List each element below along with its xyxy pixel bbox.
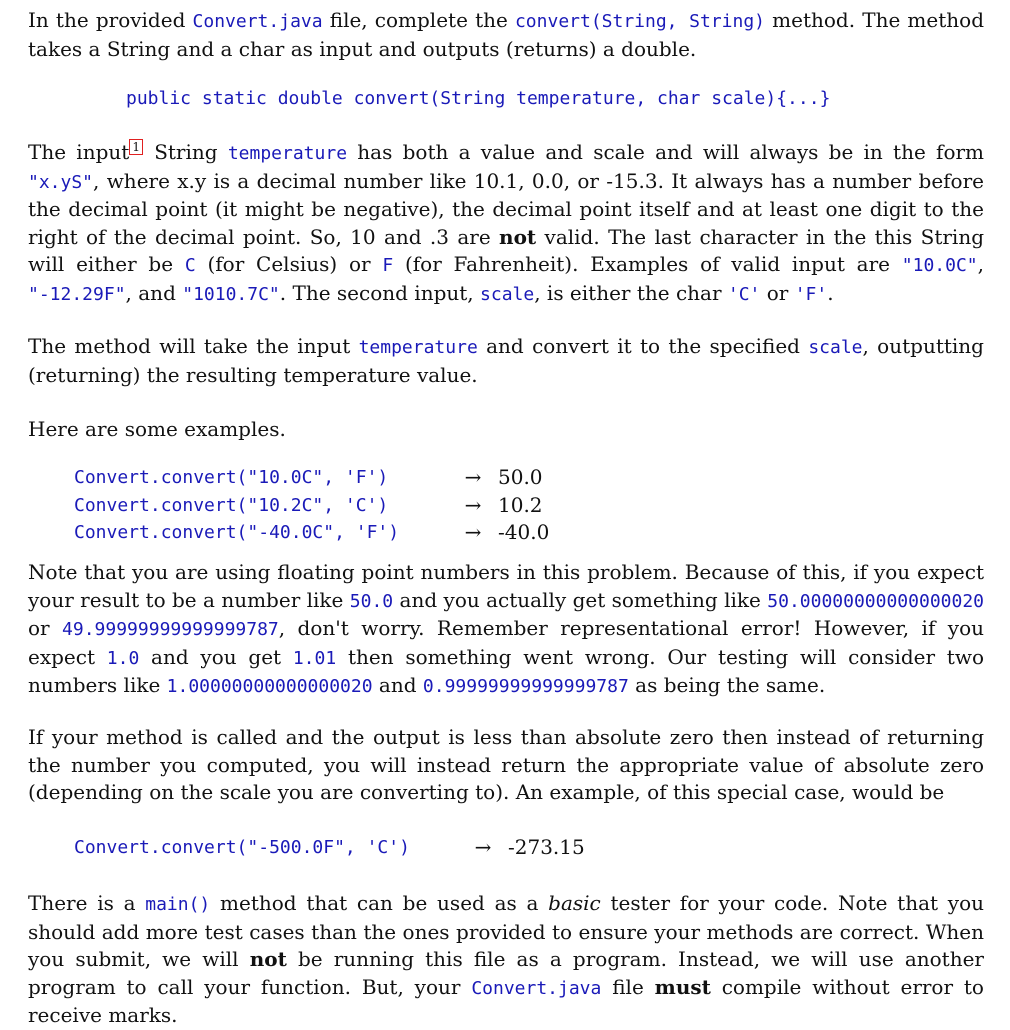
text: In the provided — [28, 8, 193, 32]
text: (for Fahrenheit). Examples of valid input are — [393, 252, 902, 276]
main-method-paragraph — [28, 890, 984, 1030]
bold-text: not — [499, 224, 537, 249]
example-row — [74, 464, 549, 492]
text: , outputting (returning) the resulting temperature value. — [28, 334, 984, 387]
italic-text: basic — [548, 891, 601, 915]
code-filename: Convert.java — [471, 977, 602, 999]
intro-paragraph — [28, 7, 984, 63]
text: . The second input, — [279, 280, 481, 305]
example-call: Convert.convert("10.2C", 'C') — [74, 494, 389, 516]
code-inline: 1.00000000000000020 — [166, 676, 373, 697]
code-inline: temperature — [227, 143, 348, 164]
code-inline: 50.0 — [349, 590, 394, 612]
text: Note that you are using floating point numbers in this problem. Because of this, if you expect your result to be a number like — [28, 560, 984, 612]
text: The input — [28, 140, 130, 164]
example-row — [74, 519, 549, 547]
text: or — [28, 616, 63, 640]
input-description-paragraph — [28, 139, 984, 308]
conversion-paragraph — [28, 333, 984, 389]
absolute-zero-paragraph: If your method is called and the output is less than absolute zero then instead of returning the number you computed, you will instead return the appropriate value of absolute zero (depending on the scale you are converting to). An example, of this special case, would be — [28, 725, 984, 804]
example-row — [74, 492, 549, 520]
examples-intro: Here are some examples. — [28, 417, 286, 441]
text: method. The method takes a String and a char as input and outputs (returns) a double. — [28, 8, 984, 61]
special-case-example — [74, 834, 585, 862]
text: , — [977, 252, 984, 276]
text: (for Celsius) or — [195, 252, 383, 276]
code-inline: 0.99999999999999787 — [422, 676, 629, 697]
text: . — [827, 280, 834, 305]
code-inline: 1.01 — [292, 647, 337, 669]
arrow-icon: → — [474, 835, 492, 859]
text: String — [143, 140, 228, 164]
code-inline: 'C' — [727, 283, 761, 305]
floating-point-paragraph — [28, 559, 984, 701]
example-output: 10.2 — [498, 492, 543, 517]
text: and convert it to the specified — [477, 334, 809, 358]
text: has both a value and scale and will always be in the form — [347, 140, 985, 164]
code-inline: 50.00000000000000020 — [767, 590, 985, 612]
code-inline: C — [184, 255, 196, 276]
text: , and — [125, 280, 183, 305]
text: valid. The last character in the this String will either be — [28, 224, 984, 276]
text: as being the same. — [628, 673, 826, 697]
text: The method will take the input — [28, 334, 359, 358]
footnote-marker[interactable]: 1 — [132, 140, 140, 155]
code-inline: scale — [808, 337, 863, 358]
text: and you actually get something like — [393, 587, 768, 612]
text: , is either the char — [534, 280, 728, 305]
code-inline: "-12.29F" — [28, 283, 126, 305]
arrow-icon: → — [464, 492, 482, 517]
text: and you get — [139, 644, 293, 669]
code-inline: F — [382, 255, 394, 276]
example-output: -40.0 — [498, 520, 550, 544]
arrow-icon: → — [464, 465, 482, 489]
code-inline: "10.0C" — [901, 255, 978, 276]
text: and — [372, 673, 423, 697]
bold-text: must — [654, 974, 711, 999]
text: be running this file as a program. Instead, we will use another program to call your function. But, your — [28, 947, 984, 999]
code-inline: 'F' — [794, 283, 828, 305]
text: , don't worry. Remember representational error! However, if you expect — [28, 616, 984, 669]
code-inline: temperature — [358, 337, 478, 358]
bold-text: not — [249, 947, 287, 971]
example-output: 50.0 — [498, 465, 543, 489]
examples-list — [74, 464, 549, 547]
example-call: Convert.convert("10.0C", 'F') — [74, 467, 389, 488]
text: file, complete the — [322, 8, 515, 32]
code-inline: scale — [480, 283, 535, 305]
text: tester for your code. Note that you should add more test cases than the ones provided to ensure your methods are correct. When you submit, we will — [28, 891, 985, 971]
code-inline: "1010.7C" — [182, 283, 280, 305]
text: file — [601, 974, 655, 999]
text: compile without error to receive marks. — [28, 974, 984, 1027]
code-inline: "x.yS" — [28, 171, 94, 193]
code-filename: Convert.java — [192, 11, 323, 32]
example-call: Convert.convert("-40.0C", 'F') — [74, 522, 400, 543]
code-method: convert(String, String) — [514, 11, 766, 32]
text: , where x.y is a decimal number like 10.1, 0.0, or -15.3. It always has a number before the decimal point (it might be negative), the decimal point itself and at least one digit to the right of the decimal point. So, 10 and .3 are — [28, 168, 984, 249]
text: or — [760, 280, 795, 305]
example-output: -273.15 — [508, 835, 585, 859]
text: There is a — [28, 891, 146, 915]
code-inline: 49.99999999999999787 — [62, 619, 279, 640]
code-inline: 1.0 — [106, 647, 140, 669]
arrow-icon: → — [464, 520, 482, 544]
text: then something went wrong. Our testing will consider two numbers like — [28, 644, 985, 697]
example-call: Convert.convert("-500.0F", 'C') — [74, 837, 410, 858]
text: method that can be used as a — [210, 891, 549, 915]
code-inline: main() — [145, 894, 211, 915]
method-signature: public static double convert(String temperature, char scale){...} — [126, 88, 831, 109]
